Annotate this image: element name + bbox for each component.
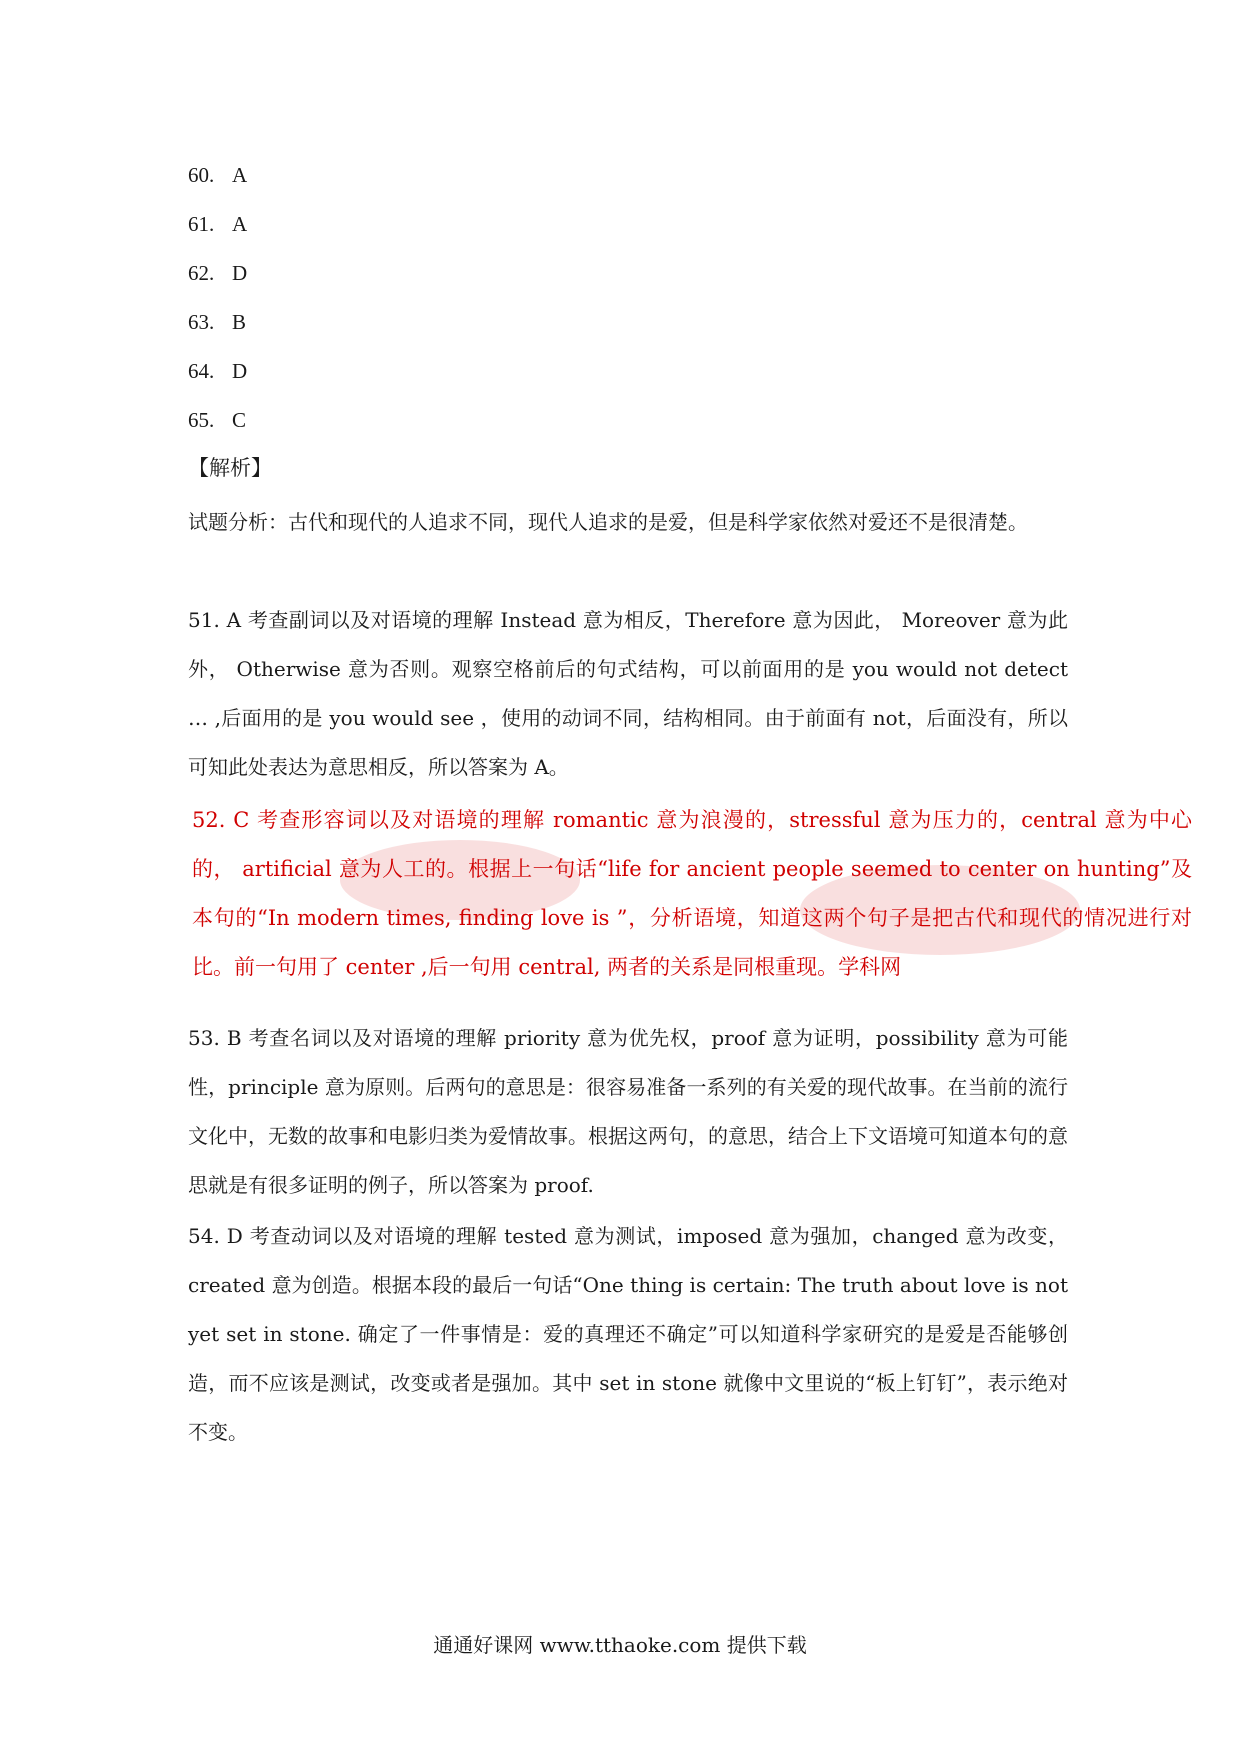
answer-item bbox=[188, 160, 247, 209]
answer-letter: A bbox=[232, 163, 248, 187]
answer-item bbox=[188, 356, 247, 405]
answer-letter: B bbox=[232, 310, 247, 334]
explanation-52 bbox=[192, 796, 1192, 992]
explanation-54-text: 54. D 考查动词以及对语境的理解 tested 意为测试，imposed 意为强加，changed 意为改变，created 意为创造。根据本段的最后一句话“One thing is certain: The truth about love is not yet set in stone. 确定了一件事情是：爱的真理还不确定”可以知道科学家研究的是爱是否能够创造，而不应该是测试，改变或者是强加。其中 set in stone 就像中文里说的“板上钉钉”，表示绝对不变。 bbox=[188, 1224, 1068, 1444]
explanation-53 bbox=[188, 1014, 1068, 1210]
answer-item bbox=[188, 258, 247, 307]
page-footer: 通通好课网 www.tthaoke.com 提供下载 bbox=[433, 1633, 807, 1657]
explanation-53-text: 53. B 考查名词以及对语境的理解 priority 意为优先权，proof 意为证明，possibility 意为可能性，principle 意为原则。后两句的意思是：很容易准备一系列的有关爱的现代故事。在当前的流行文化中，无数的故事和电影归类为爱情故事。根据这两句，的意思，结合上下文语境可知道本句的意思就是有很多证明的例子，所以答案为 proof. bbox=[188, 1026, 1068, 1197]
explanation-52-text: 52. C 考查形容词以及对语境的理解 romantic 意为浪漫的，stressful 意为压力的，central 意为中心的， artificial 意为人工的。根据上一句话“life for ancient people seemed to center on hunting”及本句的“In modern times, finding love is ”，分析语境，知道这两个句子是把古代和现代的情况进行对比。前一句用了 center ,后一句用 central, 两者的关系是同根重现。学科网 bbox=[192, 808, 1192, 979]
answer-number: 62. bbox=[188, 261, 215, 285]
answer-list bbox=[188, 160, 247, 454]
answer-item bbox=[188, 405, 247, 454]
answer-letter: A bbox=[232, 212, 248, 236]
explanation-54 bbox=[188, 1212, 1068, 1457]
summary-paragraph bbox=[188, 498, 1068, 547]
answer-letter: C bbox=[232, 408, 247, 432]
answer-number: 65. bbox=[188, 408, 215, 432]
answer-item bbox=[188, 307, 247, 356]
answer-number: 63. bbox=[188, 310, 215, 334]
explanation-51 bbox=[188, 596, 1068, 792]
answer-number: 60. bbox=[188, 163, 215, 187]
summary-text: 试题分析：古代和现代的人追求不同，现代人追求的是爱，但是科学家依然对爱还不是很清楚。 bbox=[188, 510, 1028, 534]
analysis-heading: 【解析】 bbox=[188, 456, 272, 480]
answer-number: 64. bbox=[188, 359, 215, 383]
answer-letter: D bbox=[232, 359, 248, 383]
explanation-51-text: 51. A 考查副词以及对语境的理解 Instead 意为相反，Therefore 意为因此， Moreover 意为此外， Otherwise 意为否则。观察空格前后的句式结构，可以前面用的是 you would not detect … ,后面用的是 you would see ，使用的动词不同，结构相同。由于前面有 not，后面没有，所以可知此处表达为意思相反，所以答案为 A。 bbox=[188, 608, 1068, 779]
answer-letter: D bbox=[232, 261, 248, 285]
answer-number: 61. bbox=[188, 212, 215, 236]
answer-item bbox=[188, 209, 247, 258]
